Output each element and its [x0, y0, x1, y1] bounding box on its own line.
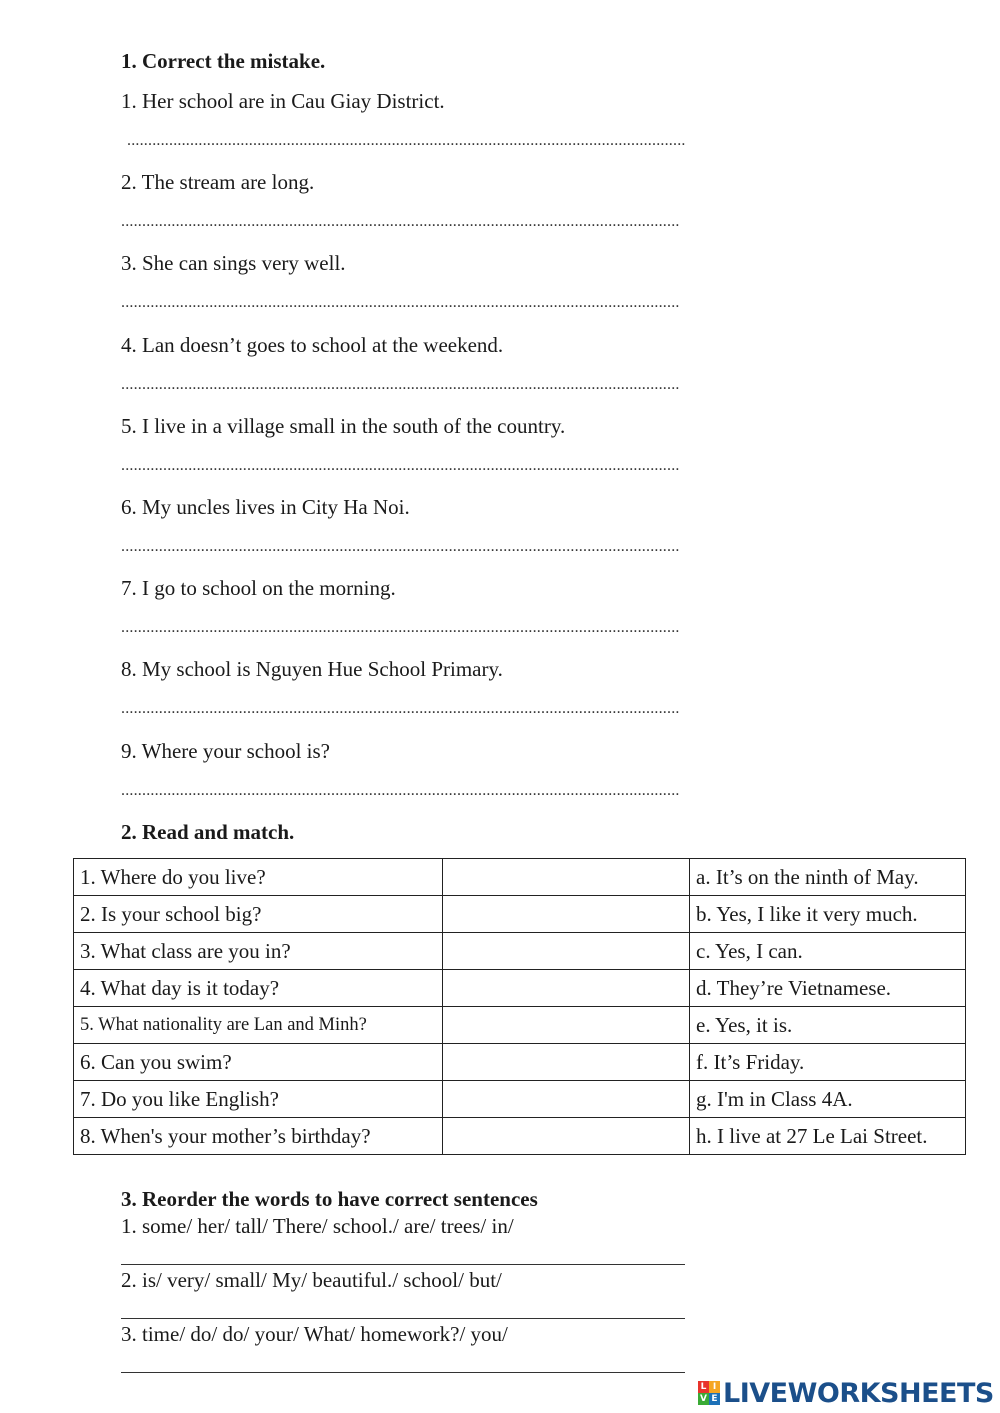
match-answer-box[interactable]	[443, 1044, 690, 1081]
match-question: 4. What day is it today?	[74, 970, 443, 1007]
match-row	[74, 1044, 966, 1081]
reorder-item: 1. some/ her/ tall/ There/ school./ are/ trees/ in/	[121, 1214, 514, 1238]
answer-line[interactable]: .....................................................................................................................................	[121, 375, 680, 393]
match-option: e. Yes, it is.	[690, 1007, 966, 1044]
logo-mark-icon	[698, 1381, 720, 1405]
match-row	[74, 1007, 966, 1044]
logo-mark-letter: V	[698, 1393, 709, 1405]
sentence-item: 1. Her school are in Cau Giay District.	[121, 89, 445, 113]
match-row	[74, 896, 966, 933]
match-row	[74, 933, 966, 970]
answer-line[interactable]: .....................................................................................................................................	[121, 700, 680, 718]
match-question: 7. Do you like English?	[74, 1081, 443, 1118]
answer-underline[interactable]	[121, 1372, 685, 1373]
section-3-heading: 3. Reorder the words to have correct sentences	[121, 1187, 538, 1211]
match-answer-box[interactable]	[443, 1007, 690, 1044]
sentence-item: 5. I live in a village small in the south of the country.	[121, 413, 566, 438]
match-table	[73, 858, 966, 1155]
match-answer-box[interactable]	[443, 1118, 690, 1155]
match-question: 2. Is your school big?	[74, 896, 443, 933]
answer-line[interactable]: .....................................................................................................................................	[121, 213, 680, 231]
match-option: b. Yes, I like it very much.	[690, 896, 966, 933]
liveworksheets-logo	[698, 1376, 994, 1410]
reorder-item: 3. time/ do/ do/ your/ What/ homework?/ you/	[121, 1322, 508, 1346]
match-answer-box[interactable]	[443, 970, 690, 1007]
match-option: f. It’s Friday.	[690, 1044, 966, 1081]
logo-text: LIVEWORKSHEETS	[723, 1377, 994, 1409]
match-answer-box[interactable]	[443, 896, 690, 933]
sentence-item: 9. Where your school is?	[121, 738, 330, 763]
match-row	[74, 859, 966, 896]
sentence-item: 3. She can sings very well.	[121, 251, 346, 276]
answer-line[interactable]: .....................................................................................................................................	[121, 619, 680, 637]
answer-line[interactable]: .....................................................................................................................................	[127, 132, 686, 149]
match-option: d. They’re Vietnamese.	[690, 970, 966, 1007]
logo-mark-letter: E	[709, 1393, 720, 1405]
answer-line[interactable]: .....................................................................................................................................	[121, 456, 680, 474]
match-answer-box[interactable]	[443, 933, 690, 970]
section-2-heading: 2. Read and match.	[121, 820, 295, 844]
match-option: g. I'm in Class 4A.	[690, 1081, 966, 1118]
match-row	[74, 1081, 966, 1118]
reorder-item: 2. is/ very/ small/ My/ beautiful./ school/ but/	[121, 1268, 502, 1292]
answer-underline[interactable]	[121, 1264, 685, 1265]
answer-underline[interactable]	[121, 1318, 685, 1319]
match-row	[74, 970, 966, 1007]
sentence-item: 8. My school is Nguyen Hue School Primary.	[121, 657, 503, 682]
logo-mark-letter: I	[709, 1381, 720, 1393]
sentence-item: 6. My uncles lives in City Ha Noi.	[121, 495, 410, 519]
match-question: 1. Where do you live?	[74, 859, 443, 896]
match-answer-box[interactable]	[443, 1081, 690, 1118]
match-answer-box[interactable]	[443, 859, 690, 896]
match-question: 5. What nationality are Lan and Minh?	[74, 1007, 443, 1044]
match-question: 8. When's your mother’s birthday?	[74, 1118, 443, 1155]
section-1-heading: 1. Correct the mistake.	[121, 49, 326, 73]
sentence-item: 2. The stream are long.	[121, 170, 315, 195]
answer-line[interactable]: .....................................................................................................................................	[121, 294, 680, 312]
match-question: 3. What class are you in?	[74, 933, 443, 970]
match-option: h. I live at 27 Le Lai Street.	[690, 1118, 966, 1155]
match-row	[74, 1118, 966, 1155]
sentence-item: 4. Lan doesn’t goes to school at the weekend.	[121, 332, 504, 357]
logo-mark-letter: L	[698, 1381, 709, 1393]
match-question: 6. Can you swim?	[74, 1044, 443, 1081]
answer-line[interactable]: .....................................................................................................................................	[121, 538, 680, 555]
match-option: c. Yes, I can.	[690, 933, 966, 970]
answer-line[interactable]: .....................................................................................................................................	[121, 781, 680, 799]
sentence-item: 7. I go to school on the morning.	[121, 576, 396, 601]
match-option: a. It’s on the ninth of May.	[690, 859, 966, 896]
